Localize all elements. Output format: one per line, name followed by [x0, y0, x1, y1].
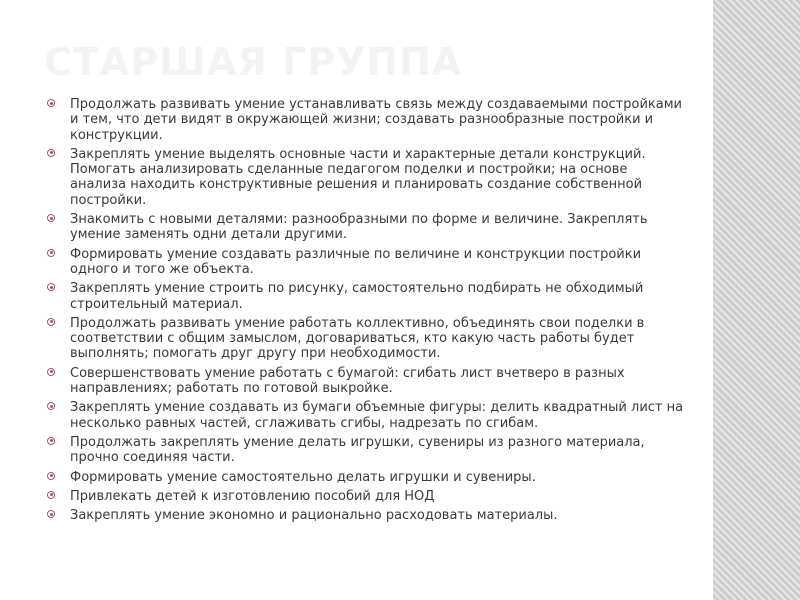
circle-bullet-icon [47, 99, 55, 107]
circle-bullet-icon [47, 149, 55, 157]
bullet-text: Формировать умение самостоятельно делать игрушки и сувениры. [70, 469, 536, 485]
circle-bullet-icon [47, 249, 55, 257]
bullet-item [44, 470, 684, 485]
bullet-item [44, 489, 684, 504]
bullet-text: Закреплять умение выделять основные части и характерные детали конструкций. Помогать анализировать сделанные педагогом поделки и постройки; на основе анализа находить конструктивные решения и планировать создание собственной постройки. [70, 146, 646, 208]
circle-bullet-icon [47, 472, 55, 480]
bullet-text: Продолжать развивать умение работать коллективно, объединять свои поделки в соответствии с общим замыслом, договариваться, кто какую часть работы будет выполнять; помогать друг другу при необходимости. [70, 315, 645, 362]
bullet-text: Знакомить с новыми деталями: разнообразными по форме и величине. Закреплять умение заменять одни детали другими. [70, 212, 648, 243]
bullet-text: Закреплять умение строить по рисунку, самостоятельно подбирать не обходимый строительный материал. [70, 281, 644, 312]
circle-bullet-icon [47, 368, 55, 376]
bullet-item [44, 212, 684, 243]
bullet-text: Продолжать развивать умение устанавливать связь между создаваемыми постройками и тем, что дети видят в окружающей жизни; создавать разнообразные постройки и конструкции. [70, 97, 682, 143]
bullet-item [44, 281, 684, 312]
circle-bullet-icon [47, 510, 55, 518]
bullet-item [44, 400, 684, 431]
bullet-text: Совершенствовать умение работать с бумагой: сгибать лист вчетверо в разных направлениях; работать по готовой выкройке. [70, 365, 625, 397]
circle-bullet-icon [47, 491, 55, 499]
bullet-item [44, 435, 684, 466]
circle-bullet-icon [47, 318, 55, 326]
bullet-item [44, 247, 684, 278]
bullet-text: Формировать умение создавать различные по величине и конструкции постройки одного и того же объекта. [70, 246, 642, 277]
bullet-text: Продолжать закреплять умение делать игрушки, сувениры из разного материала, прочно соединяя части. [70, 434, 645, 466]
decorative-side-band [713, 0, 800, 600]
circle-bullet-icon [47, 402, 55, 410]
slide-title: СТАРШАЯ ГРУППА [44, 40, 463, 84]
bullet-item [44, 316, 684, 362]
bullet-item [44, 366, 684, 397]
circle-bullet-icon [47, 437, 55, 445]
circle-bullet-icon [47, 283, 55, 291]
bullet-text: Закреплять умение создавать из бумаги объемные фигуры: делить квадратный лист на несколько равных частей, сглаживать сгибы, надрезать по сгибам. [70, 400, 684, 431]
bullet-text: Закреплять умение экономно и рационально расходовать материалы. [70, 508, 558, 524]
bullet-item [44, 97, 684, 143]
bullet-item [44, 508, 684, 523]
bullet-item [44, 147, 684, 208]
circle-bullet-icon [47, 214, 55, 222]
bullet-list [44, 97, 684, 527]
bullet-text: Привлекать детей к изготовлению пособий для НОД [70, 488, 435, 504]
